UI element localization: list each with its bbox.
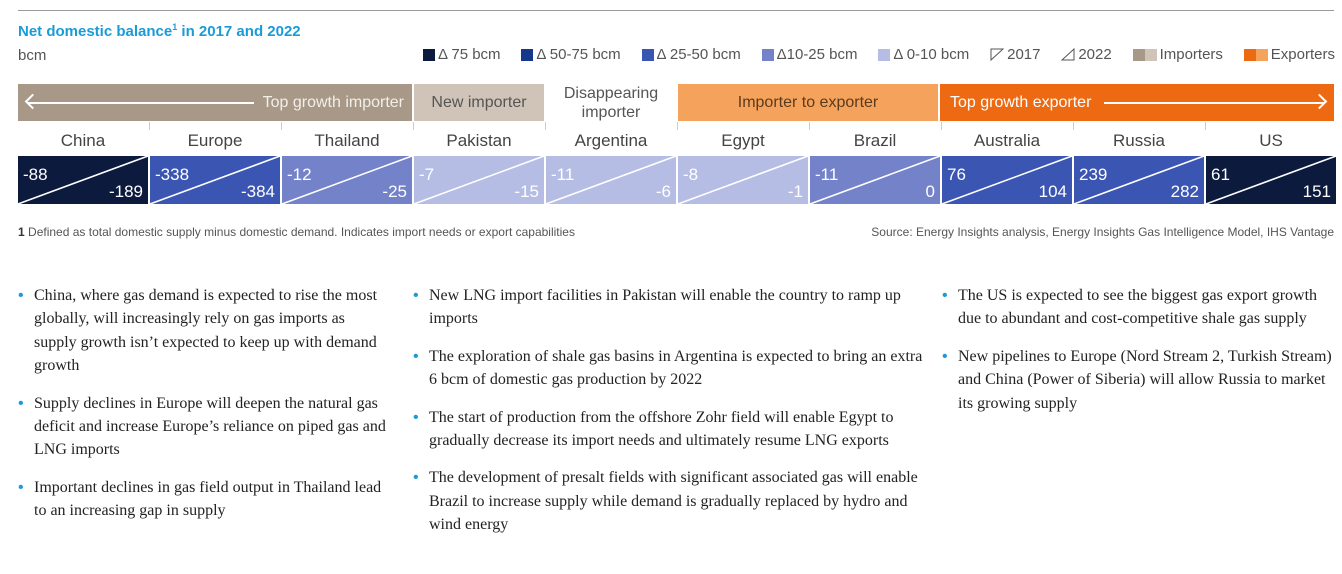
legend-item-2017: 2017	[990, 46, 1040, 63]
cell-europe	[150, 156, 280, 204]
legend-swatch	[423, 49, 435, 61]
chart-unit: bcm	[18, 47, 47, 64]
value-2017: -12	[287, 165, 312, 184]
balance-cells	[0, 156, 1342, 206]
value-2022: 282	[1170, 182, 1199, 201]
cell-pakistan	[414, 156, 544, 204]
column-divider	[677, 122, 678, 130]
cell-argentina	[546, 156, 676, 204]
bullets-column-2	[413, 284, 923, 551]
band-new-importer	[414, 84, 544, 121]
value-2022: -15	[514, 182, 539, 201]
footnote: 1 Defined as total domestic supply minus domestic demand. Indicates import needs or export capabilities	[18, 225, 575, 239]
source-note: Source: Energy Insights analysis, Energy Insights Gas Intelligence Model, IHS Vantage	[871, 225, 1334, 239]
value-2017: -338	[155, 165, 190, 184]
bullet-item: • China, where gas demand is expected to rise the most globally, will increasingly rely on gas imports as supply growth isn’t expected to keep up with demand growth	[18, 284, 390, 378]
bullets-column-1	[18, 284, 390, 537]
country-label-australia: Australia	[973, 131, 1041, 150]
legend-item-importers: Importers	[1133, 46, 1223, 63]
value-2022: -6	[655, 182, 671, 201]
cell-china	[18, 156, 148, 204]
value-2022: 104	[1038, 182, 1067, 201]
country-label-egypt: Egypt	[721, 131, 765, 150]
legend-item-delta-10-25: Δ10-25 bcm	[762, 46, 858, 63]
band-label: Top growth exporter	[950, 93, 1092, 111]
column-divider	[149, 122, 150, 130]
value-2022: -189	[108, 182, 143, 201]
triangle-2017-icon	[990, 48, 1004, 61]
country-label-russia: Russia	[1113, 131, 1165, 150]
legend	[423, 46, 1335, 63]
band-label: New importer	[431, 93, 527, 111]
value-2017: -11	[551, 165, 575, 184]
column-divider	[281, 122, 282, 130]
column-divider	[1073, 122, 1074, 130]
bullet-item: • New pipelines to Europe (Nord Stream 2, Turkish Stream) and China (Power of Siberia) will allow Russia to market its growing supply	[942, 345, 1334, 415]
cell-egypt	[678, 156, 808, 204]
country-label-china: China	[60, 131, 106, 150]
value-2017: -7	[419, 165, 435, 184]
band-top-growth-exporter	[940, 84, 1334, 121]
cell-us	[1206, 156, 1336, 204]
legend-item-exporters: Exporters	[1244, 46, 1335, 63]
value-2022: 151	[1302, 182, 1331, 201]
legend-item-delta-0-10: Δ 0-10 bcm	[878, 46, 969, 63]
triangle-2022-icon	[1061, 48, 1075, 61]
value-2017: 76	[947, 165, 966, 184]
band-label: Importer to exporter	[737, 93, 879, 111]
value-2017: 239	[1079, 165, 1108, 184]
value-2017: -8	[683, 165, 699, 184]
legend-item-delta-50-75: Δ 50-75 bcm	[521, 46, 620, 63]
country-label-thailand: Thailand	[314, 131, 380, 150]
value-2022: -25	[382, 182, 407, 201]
cell-thailand	[282, 156, 412, 204]
value-2017: 61	[1211, 165, 1230, 184]
band-disappearing-importer	[546, 84, 676, 121]
country-label-europe: Europe	[187, 131, 243, 150]
legend-swatch	[642, 49, 654, 61]
legend-item-delta-25-50: Δ 25-50 bcm	[642, 46, 741, 63]
column-divider	[413, 122, 414, 130]
band-importer-to-exporter	[678, 84, 938, 121]
legend-item-2022: 2022	[1061, 46, 1111, 63]
band-label: Top growth importer	[262, 93, 404, 111]
country-label-pakistan: Pakistan	[446, 131, 512, 150]
bullets-column-3	[942, 284, 1334, 429]
country-label-us: US	[1259, 131, 1283, 150]
arrow-right-icon	[1104, 102, 1324, 104]
bullet-item: • The start of production from the offshore Zohr field will enable Egypt to gradually decrease its import needs and ultimately resume LNG exports	[413, 406, 923, 453]
legend-swatch	[521, 49, 533, 61]
importers-swatch	[1133, 49, 1157, 61]
legend-swatch	[878, 49, 890, 61]
column-divider	[545, 122, 546, 130]
bullet-item: • Supply declines in Europe will deepen the natural gas deficit and increase Europe’s reliance on piped gas and LNG imports	[18, 392, 390, 462]
band-top-growth-importer	[18, 84, 412, 121]
exporters-swatch	[1244, 49, 1268, 61]
top-rule	[18, 10, 1334, 11]
cell-russia	[1074, 156, 1204, 204]
cell-brazil	[810, 156, 940, 204]
bullet-item: • Important declines in gas field output in Thailand lead to an increasing gap in supply	[18, 476, 390, 523]
country-label-argentina: Argentina	[574, 131, 648, 150]
cell-australia	[942, 156, 1072, 204]
column-divider	[1205, 122, 1206, 130]
bullet-item: • The US is expected to see the biggest gas export growth due to abundant and cost-competitive shale gas supply	[942, 284, 1334, 331]
value-2017: -11	[815, 165, 839, 184]
value-2022: 0	[925, 182, 935, 201]
country-label-brazil: Brazil	[853, 131, 897, 150]
legend-swatch	[762, 49, 774, 61]
band-label: Disappearing importer	[563, 84, 659, 121]
bullet-item: • New LNG import facilities in Pakistan will enable the country to ramp up imports	[413, 284, 923, 331]
bullet-item: • The exploration of shale gas basins in Argentina is expected to bring an extra 6 bcm of domestic gas production by 2022	[413, 345, 923, 392]
value-2017: -88	[23, 165, 48, 184]
column-divider	[941, 122, 942, 130]
legend-item-delta-75: Δ 75 bcm	[423, 46, 501, 63]
bullet-item: • The development of presalt fields with significant associated gas will enable Brazil to increase supply while demand is gradually replaced by hydro and wind energy	[413, 466, 923, 536]
column-divider	[809, 122, 810, 130]
value-2022: -1	[787, 182, 803, 201]
chart-title: Net domestic balance$^1$ in 2017 and 2022	[18, 22, 301, 40]
value-2022: -384	[240, 182, 275, 201]
arrow-left-icon	[28, 102, 254, 104]
